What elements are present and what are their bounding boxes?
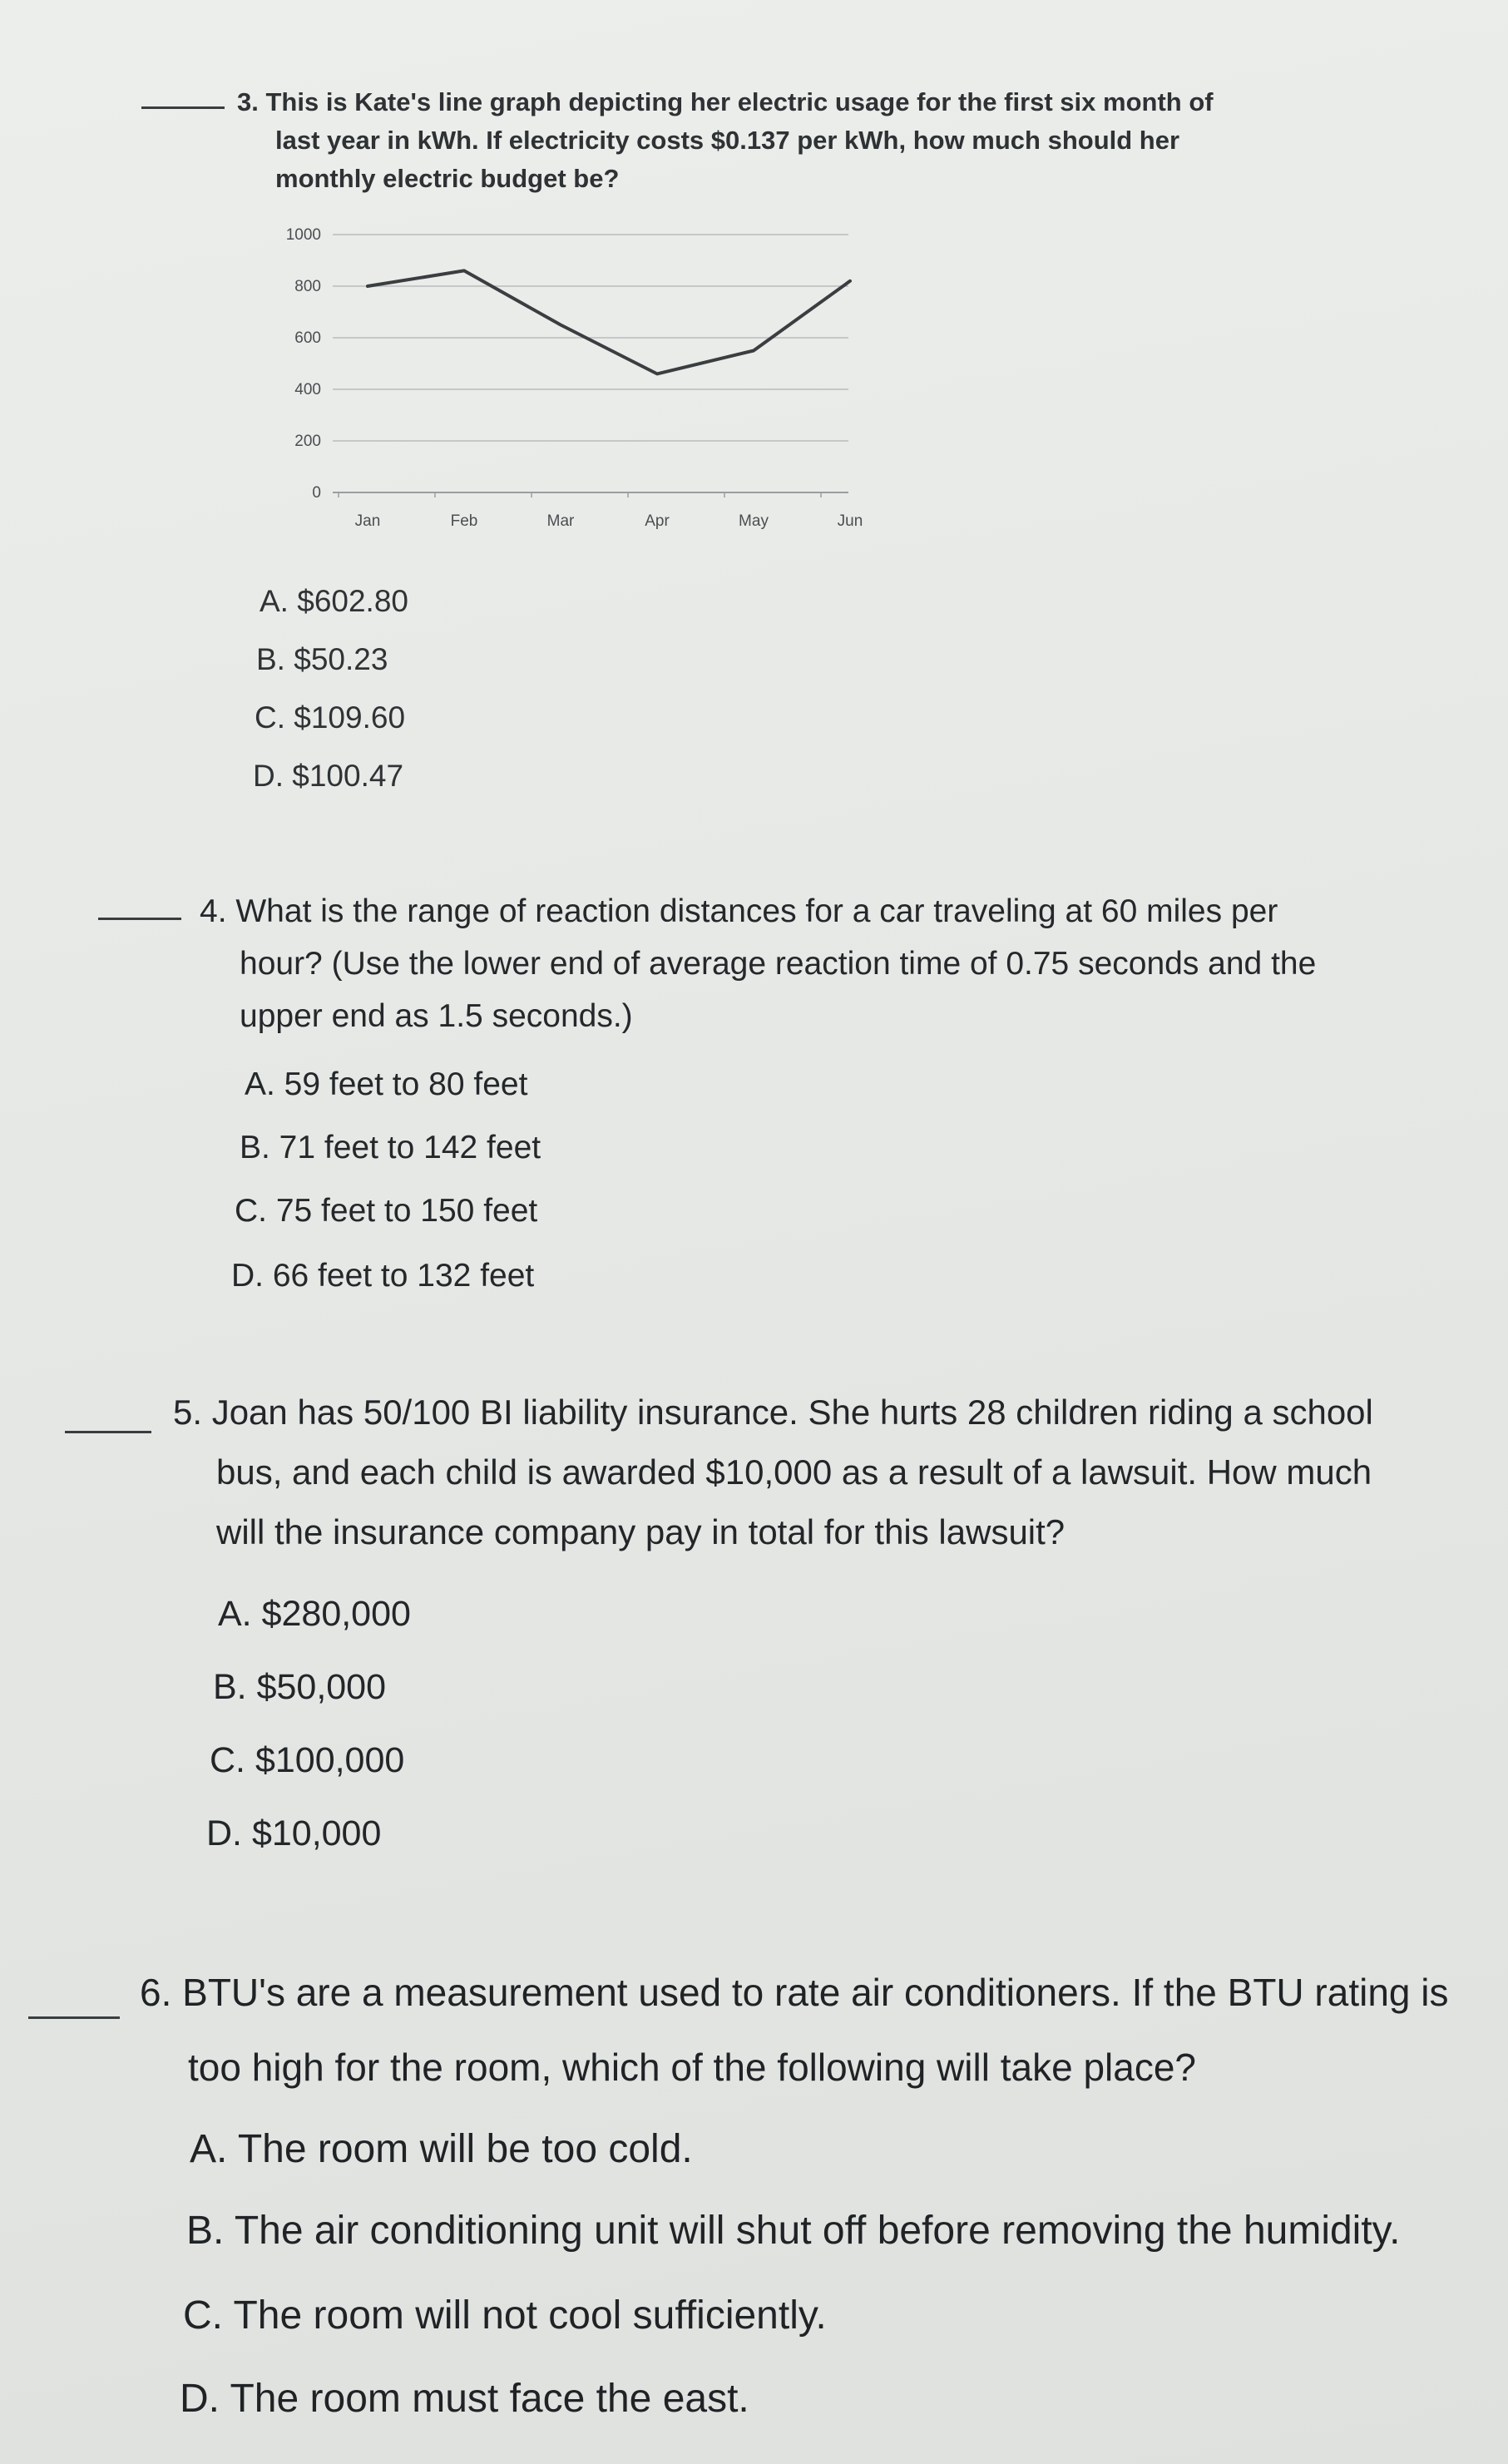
question-4-choice-c[interactable]: C. 75 feet to 150 feet: [235, 1193, 538, 1229]
question-5-prompt: [173, 1383, 1373, 1562]
question-3-line-2: last year in kWh. If electricity costs $0.137 per kWh, how much should her: [275, 126, 1180, 155]
answer-blank-6[interactable]: [28, 2016, 120, 2019]
x-tick-label-jun: Jun: [837, 512, 863, 530]
question-5-choice-c[interactable]: C. $100,000: [210, 1740, 405, 1780]
question-6-choice-d[interactable]: D. The room must face the east.: [180, 2377, 749, 2421]
question-4-choice-b[interactable]: B. 71 feet to 142 feet: [240, 1130, 541, 1165]
question-5-line-1: 5. Joan has 50/100 BI liability insurance. She hurts 28 children riding a school: [173, 1393, 1373, 1432]
question-6-choice-c[interactable]: C. The room will not cool sufficiently.: [183, 2293, 827, 2338]
question-5-number: 5.: [173, 1393, 203, 1432]
question-4-line-2: hour? (Use the lower end of average reaction time of 0.75 seconds and the: [240, 946, 1317, 982]
y-tick-label-0: 0: [312, 484, 321, 502]
question-6-prompt: [140, 1955, 1449, 2105]
question-4-choice-d[interactable]: D. 66 feet to 132 feet: [231, 1258, 535, 1294]
question-3-line-3: monthly electric budget be?: [275, 164, 620, 193]
question-4-line-3: upper end as 1.5 seconds.): [240, 998, 633, 1034]
question-3-number: 3.: [237, 87, 259, 116]
question-5-choice-b[interactable]: B. $50,000: [213, 1667, 387, 1707]
answer-blank-3[interactable]: [141, 106, 225, 109]
question-4-prompt: [200, 885, 1316, 1042]
answer-blank-4[interactable]: [98, 918, 181, 920]
question-3-line-1: 3. This is Kate's line graph depicting her electric usage for the first six month of: [237, 87, 1214, 116]
question-6-line-2: too high for the room, which of the following will take place?: [188, 2046, 1196, 2089]
answer-blank-5[interactable]: [65, 1431, 151, 1433]
question-6-choice-a[interactable]: A. The room will be too cold.: [190, 2127, 693, 2171]
question-5-choice-d[interactable]: D. $10,000: [206, 1813, 382, 1853]
x-tick-label-apr: Apr: [645, 512, 670, 530]
electric-usage-chart: [266, 218, 865, 551]
x-tick-label-may: May: [739, 512, 769, 530]
y-tick-label-1000: 1000: [285, 226, 321, 244]
y-tick-label-200: 200: [294, 433, 321, 450]
question-5-line-2: bus, and each child is awarded $10,000 as a result of a lawsuit. How much: [216, 1452, 1372, 1492]
question-3-prompt: [237, 83, 1214, 198]
question-3-choice-a[interactable]: A. $602.80: [260, 584, 408, 618]
question-5-choice-a[interactable]: A. $280,000: [218, 1594, 411, 1634]
y-tick-label-800: 800: [294, 278, 321, 295]
question-3-choice-b[interactable]: B. $50.23: [256, 642, 388, 676]
line-chart-svg: [266, 218, 865, 551]
question-6-number: 6.: [140, 1971, 172, 2014]
question-3-choice-d[interactable]: D. $100.47: [253, 759, 404, 793]
x-tick-label-feb: Feb: [450, 512, 478, 530]
y-tick-label-400: 400: [294, 381, 321, 398]
x-tick-label-mar: Mar: [546, 512, 575, 530]
question-4-line-1: 4. What is the range of reaction distances for a car traveling at 60 miles per: [200, 893, 1278, 929]
question-4-choice-a[interactable]: A. 59 feet to 80 feet: [245, 1066, 528, 1102]
question-6-choice-b[interactable]: B. The air conditioning unit will shut off before removing the humidity.: [186, 2209, 1401, 2253]
question-4-number: 4.: [200, 893, 227, 929]
question-6-line-1: 6. BTU's are a measurement used to rate air conditioners. If the BTU rating is: [140, 1971, 1449, 2014]
question-5-line-3: will the insurance company pay in total for this lawsuit?: [216, 1512, 1065, 1551]
x-tick-label-jan: Jan: [354, 512, 381, 530]
y-tick-label-600: 600: [294, 329, 321, 347]
question-3-choice-c[interactable]: C. $109.60: [255, 700, 406, 735]
